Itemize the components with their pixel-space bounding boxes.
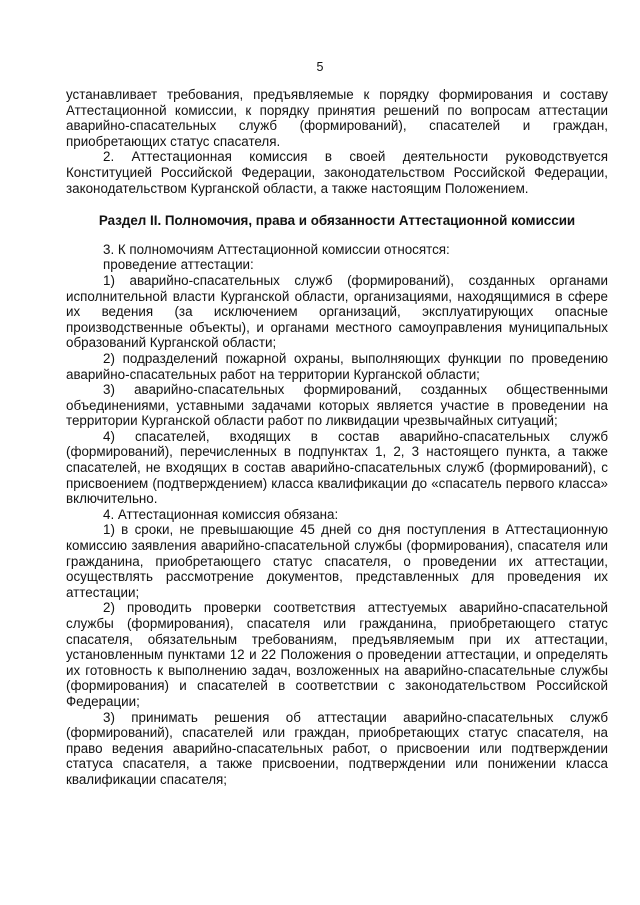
document-body	[66, 87, 608, 788]
section-heading: Раздел II. Полномочия, права и обязанности Аттестационной комиссии	[98, 213, 576, 229]
paragraph: 2. Аттестационная комиссия в своей деятельности руководствуется Конституцией Российской Федерации, законодательством Российской Федерации, законодательством Курганской области, а также настоящим Положением.	[66, 149, 608, 196]
page-number: 5	[316, 60, 324, 74]
paragraph: устанавливает требования, предъявляемые к порядку формирования и составу Аттестационной комиссии, к порядку принятия решений по вопросам аттестации аварийно-спасательных служб (формирований), спасателей и граждан, приобретающих статус спасателя.	[66, 87, 608, 149]
paragraph: 4. Аттестационная комиссия обязана:	[103, 506, 339, 522]
top-paragraphs	[66, 87, 608, 196]
list-item: 2) проводить проверки соответствия аттестуемых аварийно-спасательной службы (формирования), спасателя или гражданина, приобретающего статус спасателя, обязательным требованиям, предъявляемым при их аттестации, установленным пунктами 12 и 22 Положения о проведении аттестации, и определять их готовность к выполнению задач, возложенных на аварийно-спасательные службы (формирования) и спасателей в соответствии с законодательством Российской Федерации;	[66, 600, 608, 709]
list-item: 1) в сроки, не превышающие 45 дней со дня поступления в Аттестационную комиссию заявления аварийно-спасательной службы (формирования), спасателя или гражданина, приобретающего статус спасателя, о проведении их аттестации, осуществлять рассмотрение документов, представленных для проведения их аттестации;	[66, 522, 608, 600]
paragraph: 3. К полномочиям Аттестационной комиссии относятся:	[103, 241, 450, 257]
list-item: 3) принимать решения об аттестации аварийно-спасательных служб (формирований), спасателей или граждан, приобретающих статус спасателя, на право ведения аварийно-спасательных работ, о присвоении или подтверждении статуса спасателя, а также присвоении, подтверждении или понижении класса квалификации спасателя;	[66, 709, 608, 787]
list-item: 2) подразделений пожарной охраны, выполняющих функции по проведению аварийно-спасательных работ на территории Курганской области;	[66, 350, 608, 382]
paragraph: проведение аттестации:	[103, 257, 254, 273]
bottom-paragraphs	[66, 242, 608, 788]
list-item: 4) спасателей, входящих в состав аварийно-спасательных служб (формирований), перечисленных в подпунктах 1, 2, 3 настоящего пункта, а также спасателей, не входящих в состав аварийно-спасательных служб (формирований), с присвоением (подтверждением) класса квалификации до «спасатель первого класса» включительно.	[66, 428, 608, 507]
list-item: 3) аварийно-спасательных формирований, созданных общественными объединениями, уставными задачами которых является участие в проведении на территории Курганской области работ по ликвидации чрезвычайных ситуаций;	[66, 382, 608, 429]
list-item: 1) аварийно-спасательных служб (формирований), созданных органами исполнительной власти Курганской области, организациями, находящимися в сфере их ведения (за исключением организаций, эксплуатирующих опасные производственные объекты), и органами местного самоуправления муниципальных образований Курганской области;	[66, 272, 608, 351]
